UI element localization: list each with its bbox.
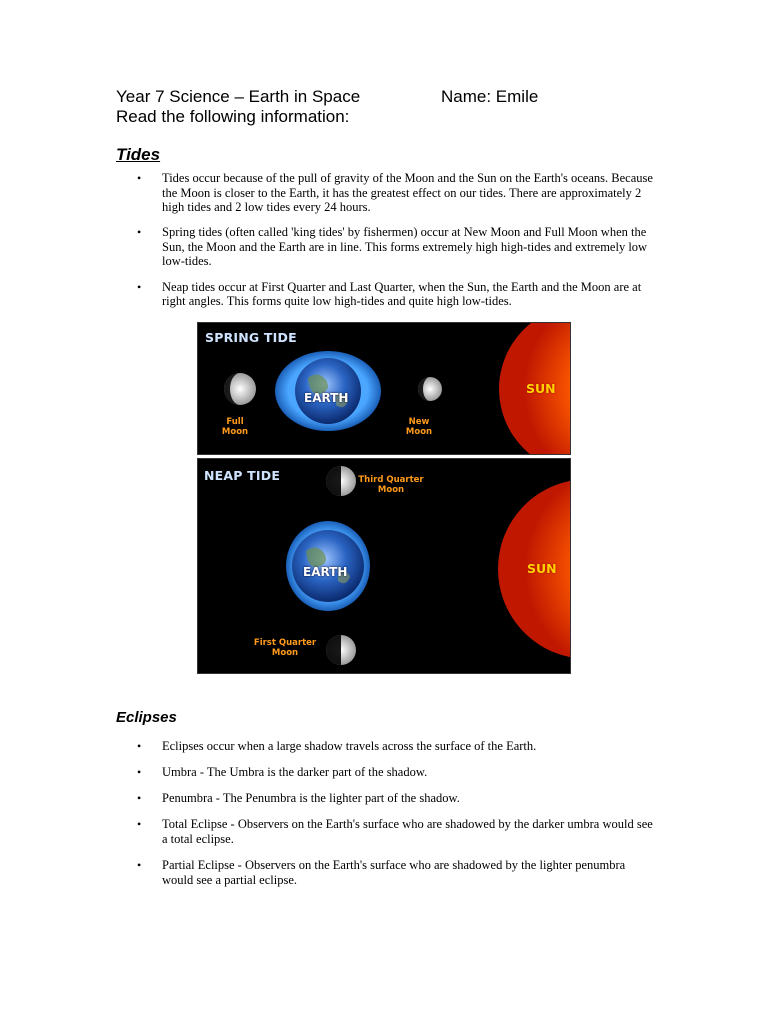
list-item: • Umbra - The Umbra is the darker part of the shadow.: [116, 765, 656, 780]
list-item: • Neap tides occur at First Quarter and Last Quarter, when the Sun, the Earth and the Moon are at right angles. This forms quite low high-tides and quite high low-tides.: [116, 280, 656, 309]
list-item: • Partial Eclipse - Observers on the Earth's surface who are shadowed by the lighter penumbra would see a partial eclipse.: [116, 858, 656, 887]
list-item: • Penumbra - The Penumbra is the lighter part of the shadow.: [116, 791, 656, 806]
sun-label: SUN: [526, 381, 556, 396]
tides-heading: Tides: [116, 145, 161, 164]
tides-bullet-list: [116, 171, 656, 319]
instruction-text: Read the following information:: [116, 107, 350, 126]
list-item: • Total Eclipse - Observers on the Earth's surface who are shadowed by the darker umbra would see a total eclipse.: [116, 817, 656, 846]
document-title: Year 7 Science – Earth in Space: [116, 87, 361, 106]
eclipses-heading: Eclipses: [116, 709, 177, 726]
sun-label: SUN: [527, 561, 557, 576]
full-moon-label: Full Moon: [221, 417, 249, 437]
new-moon-label: New Moon: [405, 417, 433, 437]
earth-label: EARTH: [303, 565, 348, 579]
list-item: • Eclipses occur when a large shadow travels across the surface of the Earth.: [116, 739, 656, 754]
eclipses-bullet-list: [116, 739, 656, 899]
neap-tide-diagram: [197, 458, 571, 674]
earth-label: EARTH: [304, 391, 349, 405]
spring-tide-diagram: [197, 322, 571, 455]
student-name: Name: Emile: [441, 87, 539, 106]
neap-tide-title: NEAP TIDE: [204, 468, 281, 483]
third-quarter-moon-label: Third Quarter Moon: [358, 475, 424, 495]
list-item: • Tides occur because of the pull of gravity of the Moon and the Sun on the Earth's oceans. Because the Moon is closer to the Earth, it has the greatest effect on our tides. There are approximately 2 high tides and 2 low tides every 24 hours.: [116, 171, 656, 215]
list-item: • Spring tides (often called 'king tides' by fishermen) occur at New Moon and Full Moon when the Sun, the Moon and the Earth are in line. This forms extremely high high-tides and extremely low low-tides.: [116, 225, 656, 269]
spring-tide-title: SPRING TIDE: [205, 330, 297, 345]
first-quarter-moon-label: First Quarter Moon: [253, 638, 317, 658]
